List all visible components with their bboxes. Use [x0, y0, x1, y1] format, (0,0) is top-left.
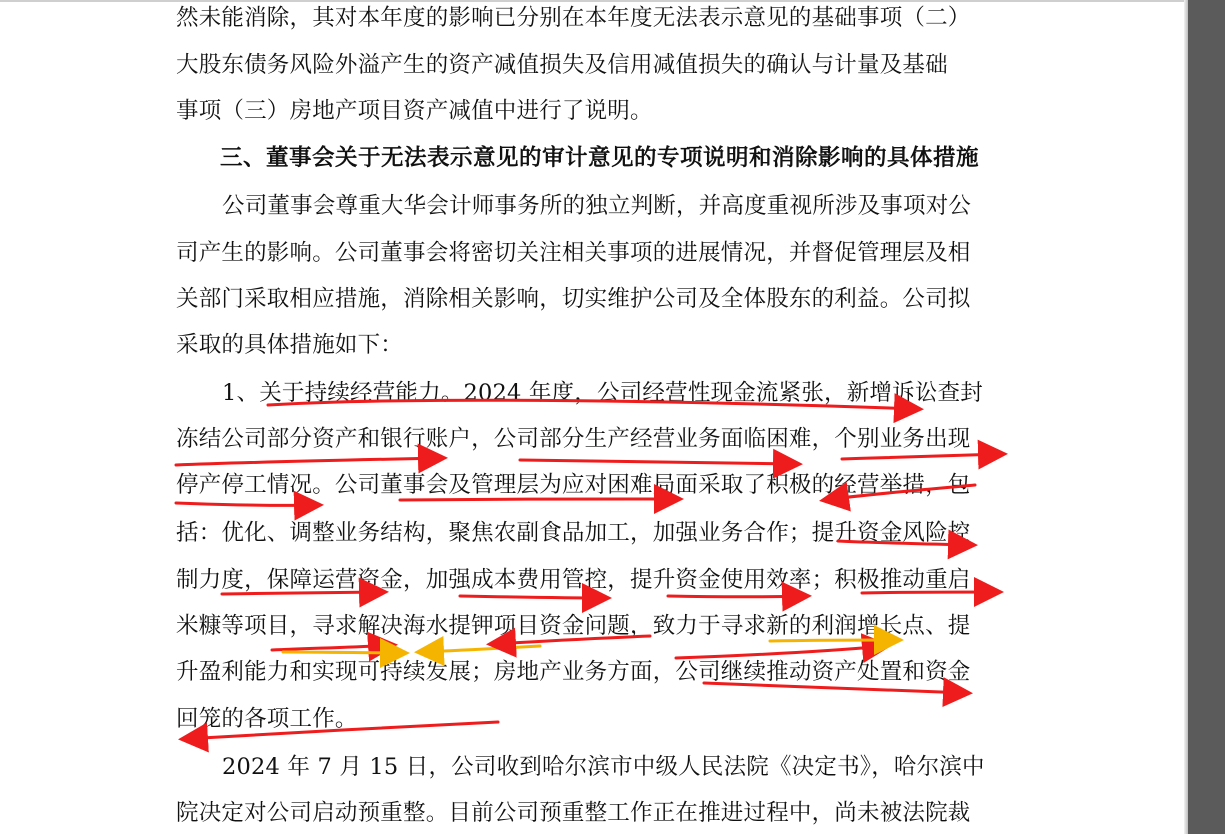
paragraph-line: 回笼的各项工作。 — [176, 706, 358, 732]
paragraph-line: 冻结公司部分资产和银行账户，公司部分生产经营业务面临困难，个别业务出现 — [176, 426, 971, 452]
annotation-arrow — [272, 645, 392, 650]
annotation-arrow — [176, 503, 318, 505]
annotation-arrow — [460, 596, 606, 598]
paragraph-line: 司产生的影响。公司董事会将密切关注相关事项的进展情况，并督促管理层及相 — [176, 240, 971, 266]
paragraph-line: 米糠等项目，寻求解决海水提钾项目资金问题，致力于寻求新的利润增长点、提 — [176, 613, 971, 639]
paragraph-line: 院决定对公司启动预重整。目前公司预重整工作正在推进过程中，尚未被法院裁 — [176, 800, 971, 826]
paragraph-line: 采取的具体措施如下： — [176, 332, 404, 358]
annotation-arrow — [176, 458, 442, 465]
paragraph-line: 公司董事会尊重大华会计师事务所的独立判断，并高度重视所涉及事项对公 — [222, 193, 972, 219]
paragraph-line: 2024 年 7 月 15 日，公司收到哈尔滨市中级人民法院《决定书》，哈尔滨中 — [222, 754, 985, 780]
paragraph-line: 1、关于持续经营能力。2024 年度，公司经营性现金流紧张，新增诉讼查封 — [222, 380, 983, 406]
page-top-rule — [0, 0, 1188, 2]
paragraph-line: 事项（三）房地产项目资产减值中进行了说明。 — [176, 98, 653, 124]
paragraph-line: 升盈利能力和实现可持续发展；房地产业务方面，公司继续推动资产处置和资金 — [176, 659, 971, 685]
paragraph-line: 然未能消除，其对本年度的影响已分别在本年度无法表示意见的基础事项（二） — [176, 5, 971, 31]
paragraph-line: 括：优化、调整业务结构，聚焦农副食品加工，加强业务合作；提升资金风险控 — [176, 520, 971, 546]
viewer-side-panel[interactable] — [1188, 0, 1225, 834]
section-heading: 三、董事会关于无法表示意见的审计意见的专项说明和消除影响的具体措施 — [220, 145, 980, 171]
annotation-arrow — [283, 652, 404, 653]
annotation-arrow — [520, 460, 797, 464]
paragraph-line: 制力度，保障运营资金，加强成本费用管控，提升资金使用效率；积极推动重启 — [176, 567, 971, 593]
paragraph-line: 停产停工情况。公司董事会及管理层为应对困难局面采取了积极的经营举措，包 — [176, 472, 971, 498]
annotation-arrow — [420, 646, 540, 652]
annotation-arrow — [842, 454, 1002, 459]
paragraph-line: 大股东债务风险外溢产生的资产减值损失及信用减值损失的确认与计量及基础 — [176, 52, 948, 78]
paragraph-line: 关部门采取相应措施，消除相关影响，切实维护公司及全体股东的利益。公司拟 — [176, 286, 971, 312]
annotation-arrow — [668, 596, 806, 597]
